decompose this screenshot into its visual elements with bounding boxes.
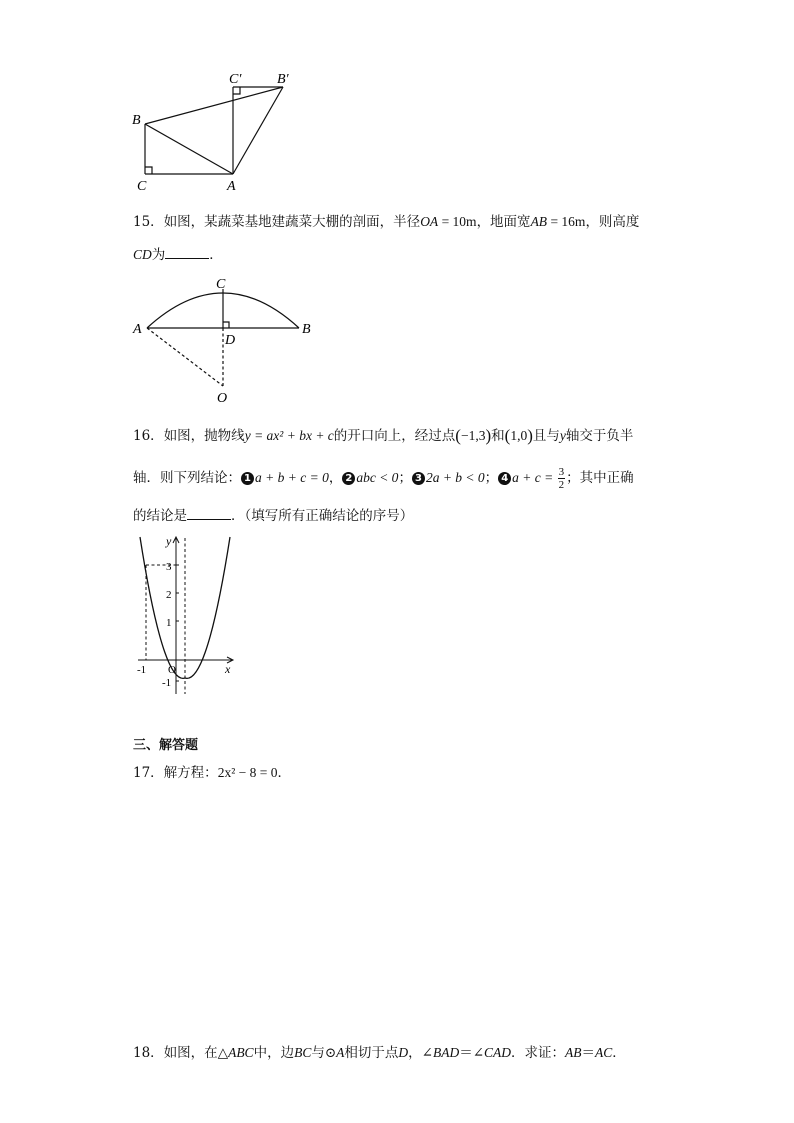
q16-line3-start: 的结论是	[133, 508, 187, 524]
q17-text: 解方程：	[163, 765, 218, 781]
q16-t1: 如图，抛物线	[163, 428, 245, 444]
q18-bc: BC	[294, 1045, 312, 1060]
q18-angle2: ∠CAD	[472, 1045, 512, 1060]
question-15-line1	[133, 212, 639, 232]
y-tick-label-1: 1	[166, 617, 172, 629]
conclusion-3: 2a + b < 0	[425, 470, 485, 485]
paren-open: (	[504, 426, 511, 445]
label-C: C	[216, 277, 226, 292]
q16-t3: 和	[491, 428, 505, 444]
q15-text: 如图，某蔬菜基地建蔬菜大棚的剖面，半径	[163, 214, 421, 230]
q16-point2: 1,0	[510, 428, 528, 443]
question-16-line2	[133, 466, 634, 491]
section-heading: 三、解答题	[133, 738, 199, 753]
segment-AO	[147, 328, 223, 386]
figure-parabola-graph	[128, 532, 248, 700]
right-angle-mark-C-prime	[233, 87, 240, 94]
circle-number-1: 1	[241, 472, 254, 485]
question-number: 16．	[133, 428, 164, 444]
q16-line2-end: ；其中正确	[566, 470, 634, 486]
right-angle-mark-C	[145, 167, 152, 174]
question-17	[133, 763, 291, 783]
question-number: 18．	[133, 1045, 164, 1061]
circle-number-3: 3	[412, 472, 425, 485]
q15-ab-value: = 16m	[547, 214, 586, 229]
segment-AB-prime	[233, 87, 283, 174]
q16-t5: 轴交于负半	[565, 428, 634, 444]
answer-blank[interactable]	[187, 505, 231, 520]
q17-period: ．	[277, 765, 291, 781]
q18-text2: 中，边	[253, 1045, 295, 1061]
q16-y-axis: y	[559, 428, 566, 443]
q16-point1: −1,3	[460, 428, 486, 443]
y-tick-label-2: 2	[166, 589, 172, 601]
q18-text5: ，	[408, 1045, 422, 1061]
q18-text1: 如图，在	[163, 1045, 218, 1061]
q18-a: A	[336, 1045, 345, 1060]
q16-line3-end: ．（填写所有正确结论的序号）	[231, 508, 414, 524]
question-16-line1	[133, 426, 633, 446]
q18-eq: ＝	[459, 1045, 473, 1061]
label-D: D	[225, 333, 236, 348]
x-axis-label: x	[225, 662, 231, 676]
q17-equation: 2x² − 8 = 0	[217, 765, 278, 780]
q18-ac: AC	[595, 1045, 613, 1060]
label-A: A	[227, 179, 236, 194]
question-16-line3	[133, 505, 413, 526]
paren-open: (	[455, 426, 461, 445]
q16-eq: = ax² + bx + c	[250, 428, 334, 443]
q18-text6: ．求证：	[511, 1045, 566, 1061]
q15-text-after: ，则高度	[585, 214, 640, 230]
question-number: 15．	[133, 214, 164, 230]
x-tick-label-neg1: -1	[137, 664, 147, 676]
y-tick-label-3: 3	[166, 561, 172, 573]
segment-BB-prime	[145, 87, 283, 124]
q15-oa: OA	[420, 214, 439, 229]
q18-period: ．	[612, 1045, 626, 1061]
origin-label: O	[168, 664, 176, 676]
label-C-prime: C′	[229, 72, 242, 87]
figure-rotation-triangles	[125, 66, 305, 196]
q16-line2-start: 轴．则下列结论：	[133, 470, 241, 486]
question-number: 17．	[133, 765, 164, 781]
conclusion-4: a + c =	[512, 470, 557, 485]
label-B: B	[302, 322, 311, 337]
circle-number-2: 2	[342, 472, 355, 485]
paren-close: )	[527, 426, 533, 445]
q15-ab: AB	[530, 214, 548, 229]
answer-blank[interactable]	[165, 244, 209, 259]
right-angle-mark-D	[223, 322, 229, 328]
separator: ，	[328, 470, 343, 486]
y-tick-label-neg1: -1	[162, 677, 172, 689]
paren-close: )	[485, 426, 492, 445]
question-15-line2	[133, 244, 223, 265]
q16-t2: 的开口向上，经过点	[333, 428, 456, 444]
q15-period: ．	[209, 247, 223, 263]
q15-text-end: 为	[151, 247, 166, 263]
q15-text-mid: ，地面宽	[476, 214, 531, 230]
q18-ab: AB	[565, 1045, 582, 1060]
q18-eq2: ＝	[581, 1045, 596, 1061]
label-C: C	[137, 179, 147, 194]
q18-angle1: ∠BAD	[421, 1045, 460, 1060]
conclusion-1: a + b + c = 0	[255, 470, 329, 485]
figure-greenhouse-arc	[128, 272, 328, 412]
label-O: O	[217, 391, 228, 406]
segment-AB	[145, 124, 233, 174]
fraction-numerator: 3	[558, 466, 565, 478]
label-B: B	[132, 113, 141, 128]
y-axis-label: y	[166, 534, 172, 548]
q15-cd: CD	[133, 247, 152, 262]
fraction-three-halves	[558, 466, 566, 491]
q15-oa-value: = 10m	[438, 214, 477, 229]
label-B-prime: B′	[277, 72, 289, 87]
separator: ；	[398, 470, 412, 486]
q16-eq-y: y	[244, 428, 251, 443]
q18-text4: 相切于点	[344, 1045, 399, 1061]
circle-number-4: 4	[498, 472, 511, 485]
q18-triangle: △ABC	[217, 1045, 254, 1060]
question-18	[133, 1043, 626, 1063]
q16-t4: 且与	[532, 428, 560, 444]
q18-text3: 与⊙	[311, 1045, 337, 1061]
parabola-curve	[140, 537, 230, 678]
separator: ；	[484, 470, 499, 486]
q18-d: D	[398, 1045, 409, 1060]
label-A: A	[133, 322, 142, 337]
conclusion-2: abc < 0	[356, 470, 399, 485]
fraction-denominator: 2	[558, 479, 565, 491]
